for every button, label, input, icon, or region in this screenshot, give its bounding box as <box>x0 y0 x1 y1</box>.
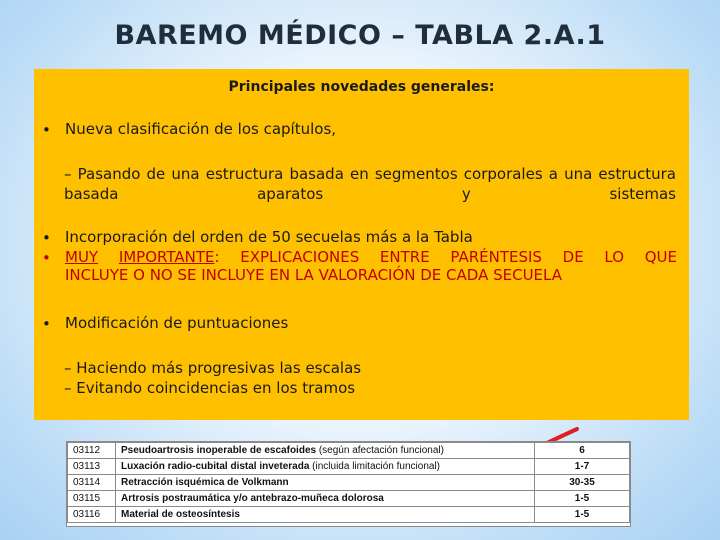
row-description <box>116 459 535 475</box>
sub-progressive: – Haciendo más progresivas las escalas <box>64 359 362 377</box>
row-description-text: Artrosis postraumática y/o antebrazo-muñeca dolorosa <box>121 493 384 504</box>
content-panel <box>34 69 689 420</box>
bullet-marker: • <box>42 121 51 139</box>
row-description-text: Pseudoartrosis inoperable de escafoides <box>121 445 317 456</box>
slide-title: BAREMO MÉDICO – TABLA 2.A.1 <box>114 20 606 51</box>
row-code: 03113 <box>68 459 116 475</box>
table-row <box>68 443 630 459</box>
important-text-line2: INCLUYE O NO SE INCLUYE EN LA VALORACIÓN DE CADA SECUELA <box>65 266 562 284</box>
table-row <box>68 475 630 491</box>
bullet-important <box>65 248 677 284</box>
row-score: 30-35 <box>535 475 630 491</box>
table-row <box>68 491 630 507</box>
bullet-chapters: Nueva clasificación de los capítulos, <box>65 120 337 138</box>
row-score: 1-7 <box>535 459 630 475</box>
important-word: IMPORTANTE <box>118 248 215 266</box>
row-description <box>116 443 535 459</box>
secuelas-table <box>66 441 631 527</box>
sub-structure: – Pasando de una estructura basada en segmentos corporales a una estructura basada aparatos y sistemas <box>64 165 676 203</box>
row-score: 1-5 <box>535 491 630 507</box>
row-description-note: (según afectación funcional) <box>316 445 444 456</box>
bullet-scores: Modificación de puntuaciones <box>65 314 289 332</box>
sub-coincidences: – Evitando coincidencias en los tramos <box>64 379 356 397</box>
bullet-marker: • <box>42 315 51 333</box>
table-row <box>68 459 630 475</box>
row-description <box>116 491 535 507</box>
row-code: 03114 <box>68 475 116 491</box>
important-word-muy: MUY <box>65 248 99 266</box>
table-row <box>68 507 630 523</box>
row-description-text: Luxación radio-cubital distal inveterada <box>121 461 310 472</box>
row-description-text: Retracción isquémica de Volkmann <box>121 477 289 488</box>
row-description <box>116 507 535 523</box>
row-description-note: (incluida limitación funcional) <box>309 461 441 472</box>
row-score: 6 <box>535 443 630 459</box>
bullet-secuelas: Incorporación del orden de 50 secuelas más a la Tabla <box>65 228 473 246</box>
row-score: 1-5 <box>535 507 630 523</box>
row-code: 03112 <box>68 443 116 459</box>
bullet-marker: • <box>42 229 51 247</box>
row-description <box>116 475 535 491</box>
important-text: : EXPLICACIONES ENTRE PARÉNTESIS DE LO QUE <box>214 248 677 266</box>
bullet-marker: • <box>42 249 51 267</box>
row-description-text: Material de osteosíntesis <box>121 509 240 520</box>
panel-heading: Principales novedades generales: <box>228 79 495 95</box>
row-code: 03116 <box>68 507 116 523</box>
row-code: 03115 <box>68 491 116 507</box>
